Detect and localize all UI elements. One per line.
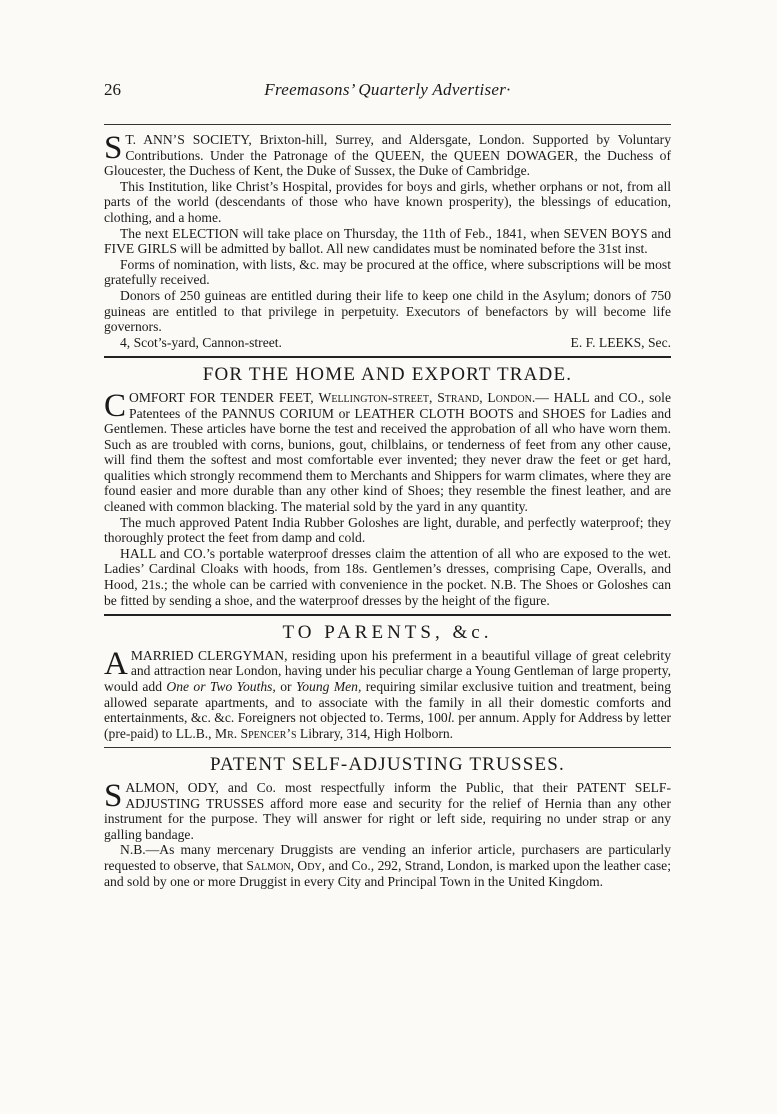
st-anns-lead: S T. ANN’S SOCIETY, Brixton-hill, Surrey, and Aldersgate, London. Supported by Voluntary Contributions. Under the Patronage of the QUEEN, the QUEEN DOWAGER, the Duchess of Gloucester, the Duchess of Kent, the Duke of Sussex, the Duke of Cambridge. [104,130,671,179]
drop-cap: C [104,387,127,424]
home-export-dresses: HALL and CO.’s portable waterproof dresses claim the attention of all who are exposed to the wet. Ladies’ Cardinal Cloaks with hoods, from 18s. Gentlemen’s dresses, comprising Cape, Overalls, and Hood, 21s.; the whole can be carried with convenience in the pocket. N.B. The Shoes or Goloshes can be fitted by sending a shoe, and the waterproof dresses by the height of the figure. [104,545,671,608]
parents-text: A MARRIED CLERGYMAN, residing upon his preferment in a beautiful village of great celebrity and attraction near London, having under his peculiar charge a Young Gentleman of large property, would add One or Two Youths, or Young Men, requiring similar exclusive tuition and treatment, being allowed separate apartments, and to associate with the family in all their domestic comforts and entertainments, &c. &c. Foreigners not objected to. Terms, 100l. per annum. Apply for Address by letter (pre-paid) to LL.B., Mr. Spencer’s Library, 314, High Holborn. [104,645,672,741]
running-title: Freemasons’ Quarterly Advertiser· [264,80,511,99]
section-rule [104,614,671,616]
drop-cap: A [104,645,128,682]
home-export-ad [104,364,671,608]
st-anns-donors: Donors of 250 guineas are entitled during their life to keep one child in the Asylum; donors of 750 guineas are entitled to that privilege in perpetuity. Executors of benefactors by will become life governors. [104,287,671,335]
st-anns-society-ad [104,132,671,350]
section-title: FOR THE HOME AND EXPORT TRADE. [202,364,573,386]
trusses-ad [104,754,671,889]
home-export-goloshes: The much approved Patent India Rubber Goloshes are light, durable, and perfectly waterproof; they thoroughly protect the feet from damp and cold. [104,514,671,546]
st-anns-institution: This Institution, like Christ’s Hospital, provides for boys and girls, whether orphans or not, from all parts of the world (descendants of those who have known prosperity), the blessings of education, clothing, and a home. [104,178,671,225]
st-anns-forms: Forms of nomination, with lists, &c. may be procured at the office, where subscriptions will be most gratefully received. [104,256,671,288]
section-rule [104,747,671,748]
section-title: TO PARENTS, &c. [282,622,493,644]
st-anns-signature-line [104,335,671,351]
page-content [104,132,671,895]
home-export-lead: COMFORT FOR TENDER FEET, Wellington-street, Strand, London.— HALL and CO., sole Patentees of the PANNUS CORIUM or LEATHER CLOTH BOOTS and SHOES for Ladies and Gentlemen. These articles have borne the test and received the approbation of all who have worn them. Such as are troubled with corns, bunions, gout, chilblains, or tenderness of feet from any other cause, will find them the softest and most comfortable ever invented; they never draw the feet or get hard, qualities which strongly recommend them to Merchants and Shippers for warm climates, where they are found easier and more durable than any other kind of Shoes; they resemble the finest leather, and are cleaned with common blacking. The material sold by the yard in any quantity. [104,387,671,515]
st-anns-election: The next ELECTION will take place on Thursday, the 11th of Feb., 1841, when SEVEN BOYS and FIVE GIRLS will be admitted by ballot. All new candidates must be nominated before the 31st inst. [104,225,671,257]
header-rule [104,124,671,125]
drop-cap: S [104,777,123,814]
section-title: PATENT SELF-ADJUSTING TRUSSES. [209,754,566,776]
trusses-nb: N.B.—As many mercenary Druggists are vending an inferior article, purchasers are particularly requested to observe, that Salmon, Ody, and Co., 292, Strand, London, is marked upon the leather case; and sold by one or more Druggist in every City and Principal Town in the United Kingdom. [104,842,671,889]
page-header [104,80,671,102]
drop-cap: S [104,130,123,166]
section-rule [104,356,671,358]
st-anns-address: 4, Scot’s-yard, Cannon-street. [120,334,282,350]
page-number: 26 [104,80,121,99]
trusses-lead: SALMON, ODY, and Co. most respectfully inform the Public, that their PATENT SELF-ADJUSTING TRUSSES afford more ease and security for the relief of Hernia than any other instrument for the purpose. They will answer for right or left side, requiring no under strap or any galling bandage. [104,777,671,842]
st-anns-signature: E. F. LEEKS, Sec. [570,334,671,350]
to-parents-ad [104,622,672,741]
